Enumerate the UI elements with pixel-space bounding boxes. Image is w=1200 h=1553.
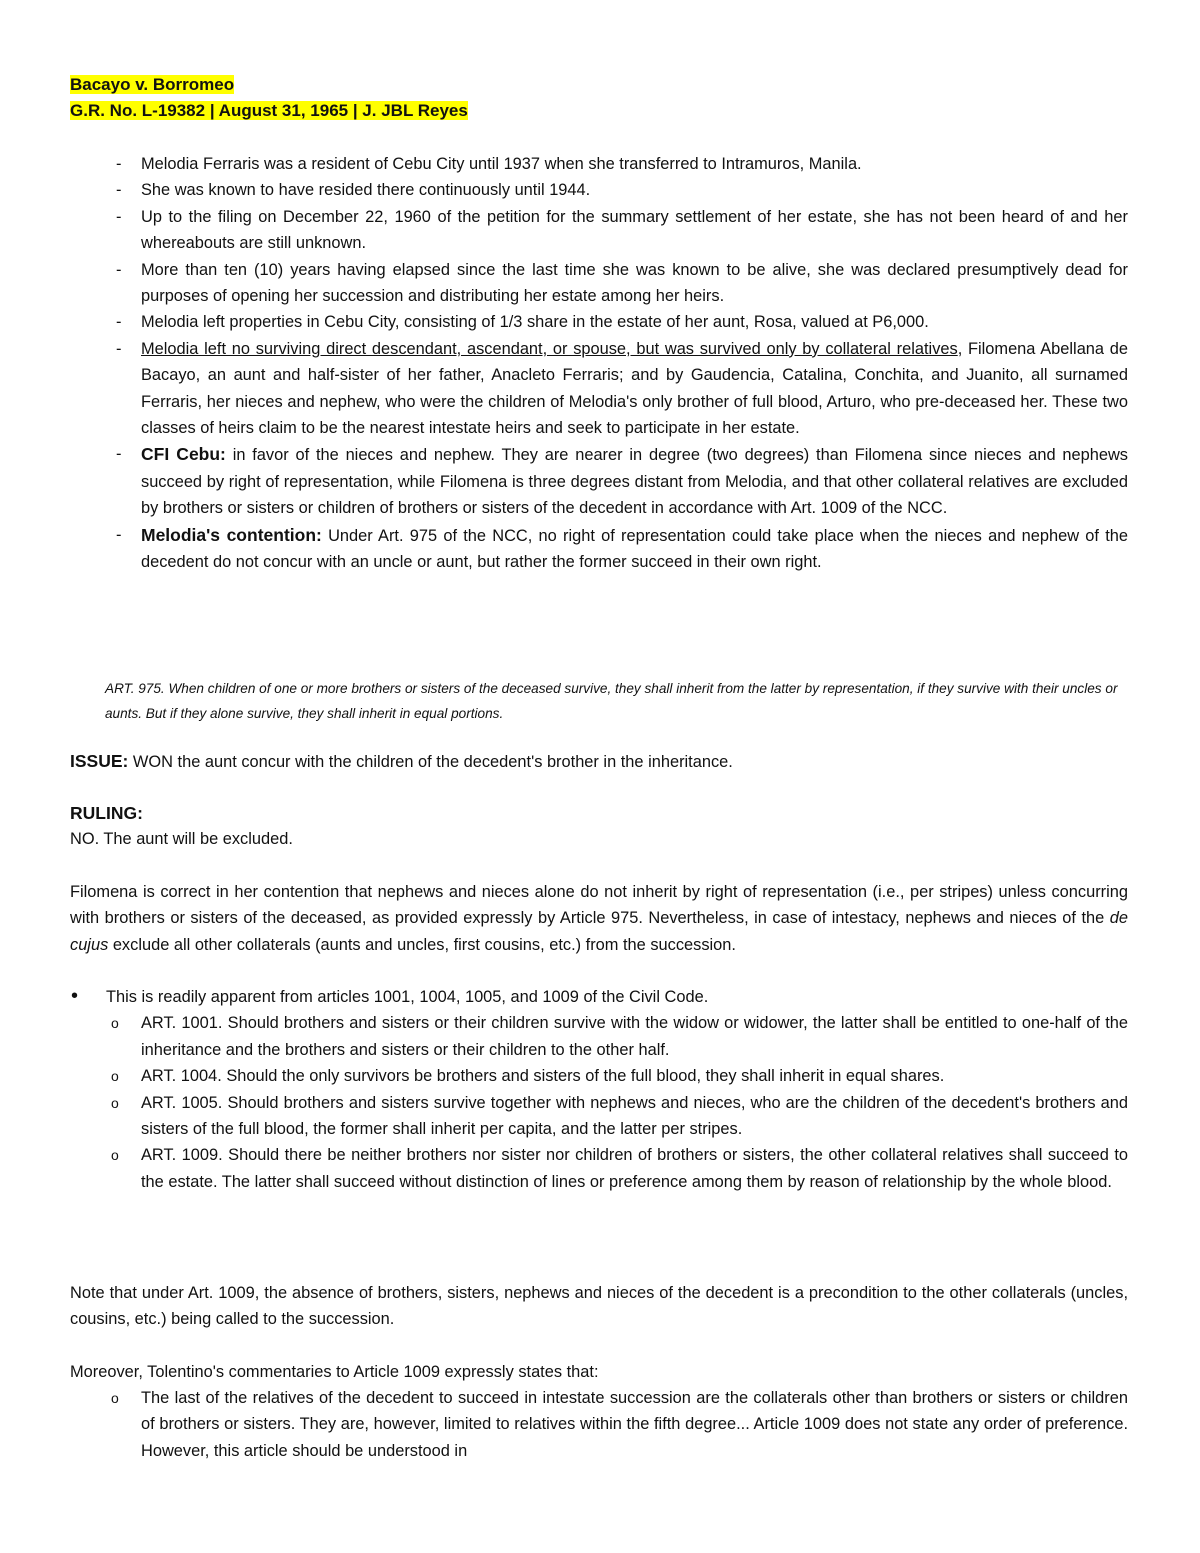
note-paragraph: Note that under Art. 1009, the absence of brothers, sisters, nephews and nieces of the decedent is a precondition to the other collaterals (uncles, cousins, etc.) being called to the succession. xyxy=(70,1284,1128,1329)
moreover-paragraph: Moreover, Tolentino's commentaries to Article 1009 expressly states that: xyxy=(70,1363,599,1381)
fact-item: - Up to the filing on December 22, 1960 of the petition for the summary settlement of her estate, she has not been heard of and her whereabouts are still unknown. xyxy=(116,207,1128,253)
tolentino-section xyxy=(70,1385,1128,1464)
tolentino-list xyxy=(70,1385,1128,1464)
facts-section xyxy=(70,151,1128,576)
ruling-section xyxy=(70,800,1128,1195)
article-item: o ART. 1005. Should brothers and sisters survive together with nephews and nieces, who are the children of the decedent's brothers and sisters of the full blood, the former shall inherit per capita, and the latter per stripes. xyxy=(111,1093,1128,1139)
case-meta: G.R. No. L-19382 | August 31, 1965 | J. JBL Reyes xyxy=(70,101,468,120)
facts-list xyxy=(70,151,1128,576)
article-item: o ART. 1004. Should the only survivors be brothers and sisters of the full blood, they shall inherit in equal shares. xyxy=(111,1067,945,1086)
ruling-answer: NO. The aunt will be excluded. xyxy=(70,830,293,849)
fact-item-contention: - Melodia's contention: Under Art. 975 of the NCC, no right of representation could take place when the nieces and nephew of the decedent do not concur with an uncle or aunt, but rather the former succeed in their own right. xyxy=(116,524,1128,572)
ruling-bullets xyxy=(70,984,1128,1195)
issue-section: ISSUE: WON the aunt concur with the children of the decedent's brother in the inheritance. xyxy=(70,751,733,771)
case-title: Bacayo v. Borromeo xyxy=(70,75,235,94)
article-item: o ART. 1009. Should there be neither brothers nor sister nor children of brothers or sisters, the other collateral relatives shall succeed to the estate. The latter shall succeed without distinction of lines or preference among them by reason of relationship by the whole blood. xyxy=(111,1146,1128,1191)
fact-item: - She was known to have resided there continuously until 1944. xyxy=(116,181,591,200)
fact-item: - More than ten (10) years having elapsed since the last time she was known to be alive, she was declared presumptively dead for purposes of opening her succession and distributing her estate among her heirs. xyxy=(116,260,1128,306)
fact-item: - Melodia left no surviving direct descendant, ascendant, or spouse, but was survived only by collateral relatives, Filomena Abellana de Bacayo, an aunt and half-sister of her father, Anacleto Ferraris; and by Gaudencia, Catalina, Conchita, and Juanito, all surnamed Ferraris, her nieces and nephew, who were the children of Melodia's only brother of full blood, Arturo, who pre-deceased her. These two classes of heirs claim to be the nearest intestate heirs and seek to participate in her estate. xyxy=(116,339,1129,438)
ruling-paragraph: Filomena is correct in her contention that nephews and nieces alone do not inherit by right of representation (i.e., per stripes) unless concurring with brothers or sisters of the deceased, as provided expressly by Article 975. Nevertheless, in case of intestacy, nephews and nieces of the de cujus exclude all other collaterals (aunts and uncles, first cousins, etc.) from the succession. xyxy=(70,882,1128,954)
fact-item-cfi: - CFI Cebu: in favor of the nieces and nephew. They are nearer in degree (two degrees) than Filomena since nieces and nephews succeed by right of representation, while Filomena is three degrees distant from Melodia, and that other collateral relatives are excluded by brothers or sisters or children of brothers or sisters of the decedent in accordance with Art. 1009 of the NCC. xyxy=(116,444,1128,518)
articles-list xyxy=(70,1010,1128,1195)
article-item: o ART. 1001. Should brothers and sisters or their children survive with the widow or widower, the latter shall be entitled to one-half of the inheritance and the brothers and sisters or their children to the other half. xyxy=(111,1014,1128,1059)
fact-item: - Melodia Ferraris was a resident of Cebu City until 1937 when she transferred to Intramuros, Manila. xyxy=(116,155,862,173)
fact-item: - Melodia left properties in Cebu City, consisting of 1/3 share in the estate of her aunt, Rosa, valued at P6,000. xyxy=(116,313,929,332)
bullet-item: • This is readily apparent from articles 1001, 1004, 1005, and 1009 of the Civil Code. o ART. 1001. Should brothers and sisters or their children survive with the widow or widower, the latter shall be entitled to one-half of the inheritance and the brothers and sisters or their children to the other half. o ART. 1004. Should the only survivors be brothers and sisters of the full blood, they shall inherit in equal shares. o ART. 1005. Should brothers and sisters survive together with nephews and nieces, who are the children of the decedent's brothers and sisters of the full blood, the former shall inherit per capita, and the latter per stripes. o ART. 1009. Should there be neither brothers nor sister nor children of brothers or sisters, the other collateral relatives shall succeed to the estate. The latter shall succeed without distinction of lines or preference among them by reason of relationship by the whole blood. xyxy=(70,984,1128,1195)
art-975-quote: ART. 975. When children of one or more brothers or sisters of the deceased survive, they shall inherit from the latter by representation, if they survive with their uncles or aunts. But if they alone survive, they shall inherit in equal portions. xyxy=(105,681,1118,721)
tolentino-quote: o The last of the relatives of the decedent to succeed in intestate succession are the collaterals other than brothers or sisters or children of brothers or sisters. They are, however, limited to relatives within the fifth degree... Article 1009 does not state any order of preference. However, this article should be understood in xyxy=(111,1389,1128,1460)
ruling-heading: RULING: xyxy=(70,803,143,823)
